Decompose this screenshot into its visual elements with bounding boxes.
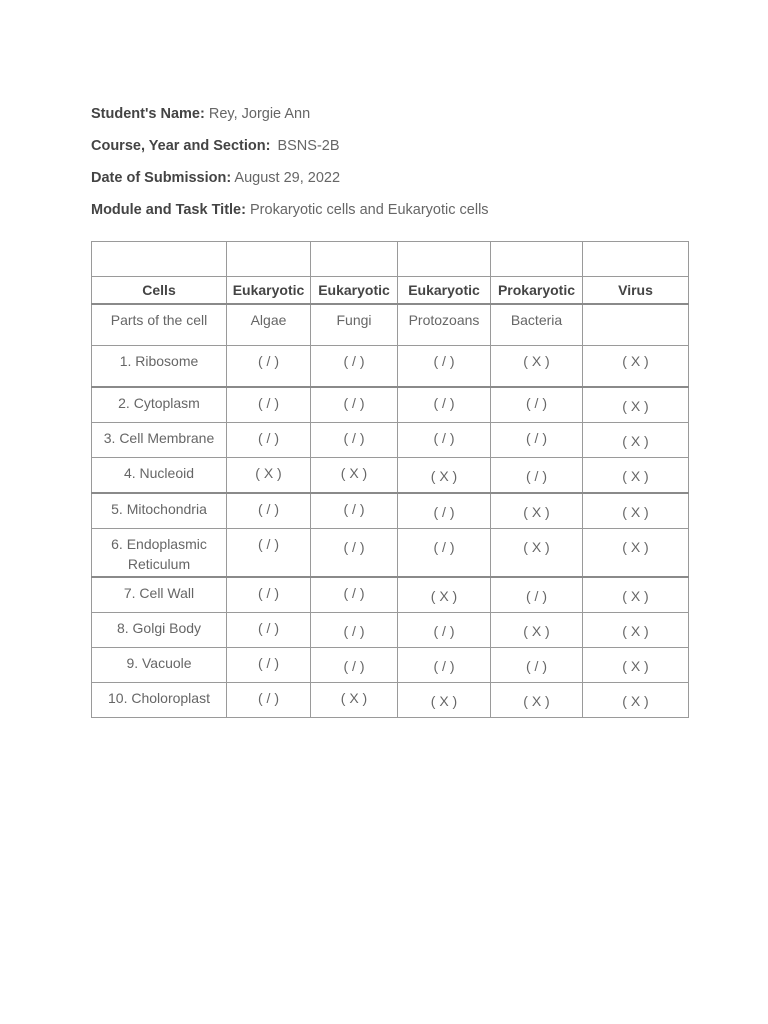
table-cell xyxy=(311,387,398,423)
table-cell xyxy=(311,423,398,458)
cell-text: ( / ) xyxy=(343,539,365,555)
cell-text: 3. Cell Membrane xyxy=(103,430,215,446)
table-row xyxy=(92,387,689,423)
table-cell xyxy=(583,613,689,648)
module-line xyxy=(91,201,489,219)
column-header: Prokaryotic xyxy=(491,277,583,305)
table-cell xyxy=(227,648,311,683)
student-name-label: Student's Name: xyxy=(91,106,205,122)
table-row xyxy=(92,613,689,648)
table-cell xyxy=(491,458,583,494)
cell-text: ( X ) xyxy=(430,468,458,484)
date-label: Date of Submission: xyxy=(91,170,232,186)
blank-cell xyxy=(92,242,227,277)
table-cell xyxy=(311,683,398,718)
table-cell xyxy=(311,458,398,494)
table-cell xyxy=(398,387,491,423)
cell-text: 6. Endoplasmic Reticulum xyxy=(111,536,207,572)
cell-text: 1. Ribosome xyxy=(119,353,199,369)
table-cell xyxy=(227,493,311,529)
date-line xyxy=(91,169,340,187)
table-cell xyxy=(92,387,227,423)
cell-text: ( / ) xyxy=(258,536,279,552)
cell-text: ( X ) xyxy=(622,468,649,484)
table-cell xyxy=(92,493,227,529)
cell-text: ( / ) xyxy=(258,690,279,706)
cell-text: Fungi xyxy=(336,312,372,328)
blank-cell xyxy=(491,242,583,277)
cell-text: ( / ) xyxy=(526,395,547,411)
table-cell xyxy=(227,346,311,388)
table-cell xyxy=(491,346,583,388)
blank-cell xyxy=(583,242,689,277)
table-cell xyxy=(583,493,689,529)
cell-text: ( / ) xyxy=(433,395,455,411)
table-cell xyxy=(398,493,491,529)
cell-text: 7. Cell Wall xyxy=(123,585,195,601)
cell-text: ( / ) xyxy=(258,655,279,671)
table-row xyxy=(92,458,689,494)
table-cell xyxy=(491,683,583,718)
table-cell xyxy=(583,387,689,423)
table-cell xyxy=(491,613,583,648)
cell-text: ( X ) xyxy=(622,433,649,449)
table-cell xyxy=(227,304,311,346)
table-cell xyxy=(92,423,227,458)
column-header: Virus xyxy=(583,277,689,305)
cell-text: ( / ) xyxy=(526,588,547,604)
table-row xyxy=(92,529,689,578)
cell-text: ( X ) xyxy=(622,539,649,555)
cell-text: Parts of the cell xyxy=(110,312,208,328)
table-row xyxy=(92,683,689,718)
blank-cell xyxy=(227,242,311,277)
table-cell xyxy=(311,529,398,578)
table-cell xyxy=(491,387,583,423)
cell-text: ( / ) xyxy=(343,395,365,411)
table-cell xyxy=(311,346,398,388)
table-cell xyxy=(92,577,227,613)
cell-text: ( / ) xyxy=(258,501,279,517)
table-cell xyxy=(227,613,311,648)
cell-text: ( / ) xyxy=(258,353,279,369)
table-cell xyxy=(583,346,689,388)
cell-text: ( / ) xyxy=(433,623,455,639)
table-row xyxy=(92,423,689,458)
table-row xyxy=(92,648,689,683)
cell-text: ( X ) xyxy=(622,504,649,520)
cell-text: ( X ) xyxy=(255,465,282,481)
cell-text: ( / ) xyxy=(343,585,365,601)
cell-text: ( / ) xyxy=(343,353,365,369)
table-cell xyxy=(92,304,227,346)
student-name-value: Rey, Jorgie Ann xyxy=(208,106,311,122)
table-cell xyxy=(491,529,583,578)
table-cell xyxy=(398,613,491,648)
cell-text: ( / ) xyxy=(526,468,547,484)
table-cell xyxy=(311,613,398,648)
table-cell xyxy=(398,648,491,683)
blank-cell xyxy=(398,242,491,277)
column-header: Eukaryotic xyxy=(311,277,398,305)
cell-text: Protozoans xyxy=(408,312,480,328)
column-header: Eukaryotic xyxy=(398,277,491,305)
cell-text: 4. Nucleoid xyxy=(123,465,195,481)
cell-text: ( / ) xyxy=(526,430,547,446)
cell-text: ( X ) xyxy=(430,693,458,709)
table-cell xyxy=(92,648,227,683)
table-cell xyxy=(311,648,398,683)
module-label: Module and Task Title: xyxy=(91,202,246,218)
cell-text: ( X ) xyxy=(622,623,649,639)
cell-text: ( X ) xyxy=(622,693,649,709)
cell-text: ( X ) xyxy=(622,658,649,674)
cell-text: 8. Golgi Body xyxy=(116,620,202,636)
course-line xyxy=(91,137,340,155)
table-cell xyxy=(491,577,583,613)
table-cell xyxy=(491,493,583,529)
table-cell xyxy=(92,346,227,388)
cell-text: ( / ) xyxy=(258,620,279,636)
cell-text: 5. Mitochondria xyxy=(111,501,207,517)
table-cell xyxy=(583,458,689,494)
date-value: August 29, 2022 xyxy=(234,170,341,186)
table-cell xyxy=(491,423,583,458)
table-cell xyxy=(583,577,689,613)
table-row xyxy=(92,493,689,529)
table-cell xyxy=(398,346,491,388)
table-row xyxy=(92,577,689,613)
cell-text: ( X ) xyxy=(340,690,368,706)
cell-text: ( X ) xyxy=(622,588,649,604)
table-cell xyxy=(311,493,398,529)
module-value: Prokaryotic cells and Eukaryotic cells xyxy=(250,202,489,218)
table-cell xyxy=(583,529,689,578)
cell-text: ( / ) xyxy=(343,623,365,639)
cell-parts-table xyxy=(91,241,689,718)
column-header-row xyxy=(92,277,689,305)
table-cell xyxy=(398,529,491,578)
cell-text: ( / ) xyxy=(258,585,279,601)
cell-text: ( / ) xyxy=(343,430,365,446)
cell-text: ( / ) xyxy=(343,501,365,517)
cell-text: 9. Vacuole xyxy=(126,655,192,671)
cell-text: ( X ) xyxy=(430,588,458,604)
table-cell xyxy=(491,648,583,683)
table-cell xyxy=(227,529,311,578)
table-cell xyxy=(583,648,689,683)
table-cell xyxy=(92,458,227,494)
table-cell xyxy=(398,577,491,613)
table-cell xyxy=(398,683,491,718)
table-cell xyxy=(583,423,689,458)
table-cell xyxy=(227,387,311,423)
blank-cell xyxy=(311,242,398,277)
table-cell xyxy=(583,683,689,718)
cell-text: ( / ) xyxy=(526,658,547,674)
cell-text: ( / ) xyxy=(433,430,455,446)
cell-text xyxy=(583,305,688,310)
table-cell xyxy=(92,683,227,718)
cell-text: 10. Choloroplast xyxy=(108,690,210,706)
cell-text: ( X ) xyxy=(622,398,649,414)
table-cell xyxy=(311,577,398,613)
cell-text: ( X ) xyxy=(523,623,550,639)
table-cell xyxy=(92,529,227,578)
table-cell xyxy=(227,683,311,718)
cell-text: ( X ) xyxy=(523,693,550,709)
cell-text: Algae xyxy=(250,312,287,328)
cell-text: ( X ) xyxy=(523,539,550,555)
cell-text: ( X ) xyxy=(622,353,649,369)
table-cell xyxy=(583,304,689,346)
cell-text: ( / ) xyxy=(433,539,455,555)
cell-text: ( / ) xyxy=(258,395,279,411)
cell-text: ( / ) xyxy=(433,658,455,674)
cell-text: ( / ) xyxy=(433,504,455,520)
table-cell xyxy=(398,423,491,458)
cell-text: Bacteria xyxy=(510,312,563,328)
table-cell xyxy=(311,304,398,346)
table-cell xyxy=(227,577,311,613)
cell-text: 2. Cytoplasm xyxy=(118,395,200,411)
cell-text: ( / ) xyxy=(258,430,279,446)
table-cell xyxy=(398,304,491,346)
column-header: Eukaryotic xyxy=(227,277,311,305)
cell-text: ( X ) xyxy=(523,353,550,369)
course-value: BSNS-2B xyxy=(277,138,340,154)
table-cell xyxy=(92,613,227,648)
cell-text: ( X ) xyxy=(340,465,368,481)
student-name-line xyxy=(91,105,310,123)
subheader-row xyxy=(92,304,689,346)
cell-text: ( / ) xyxy=(343,658,365,674)
cell-text: ( / ) xyxy=(433,353,455,369)
column-header: Cells xyxy=(92,277,227,305)
table-row xyxy=(92,346,689,388)
table-cell xyxy=(227,458,311,494)
table-cell xyxy=(398,458,491,494)
table-cell xyxy=(491,304,583,346)
course-label: Course, Year and Section: xyxy=(91,138,271,154)
cell-text: ( X ) xyxy=(523,504,550,520)
blank-header-row xyxy=(92,242,689,277)
table-cell xyxy=(227,423,311,458)
